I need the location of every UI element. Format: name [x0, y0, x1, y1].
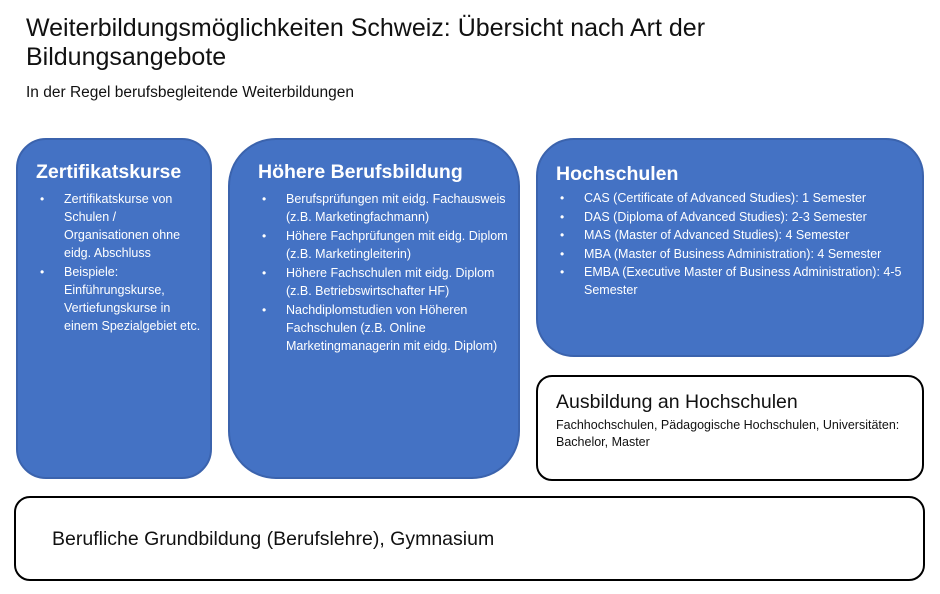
bullet-icon: •	[560, 209, 565, 224]
box-heading: Ausbildung an Hochschulen	[556, 391, 798, 413]
bullet-list	[556, 190, 914, 299]
list-item-text: EMBA (Executive Master of Business Administration): 4-5 Semester	[584, 265, 902, 297]
box-zertifikatskurse	[16, 138, 212, 479]
bullet-icon: •	[262, 266, 267, 280]
list-item-text: Beispiele: Einführungskurse, Vertiefungskurse in einem Spezialgebiet etc.	[64, 265, 201, 333]
page-subtitle: In der Regel berufsbegleitende Weiterbildungen	[26, 84, 355, 101]
list-item-text: Zertifikatskurse von Schulen / Organisationen ohne eidg. Abschluss	[64, 192, 181, 260]
list-item-text: Nachdiplomstudien von Höheren Fachschulen (z.B. Online Marketingmanagerin mit eidg. Diplom)	[286, 303, 498, 353]
box-heading: Höhere Berufsbildung	[258, 161, 463, 183]
box-hoehere-berufsbildung	[228, 138, 520, 479]
bullet-icon: •	[262, 229, 267, 243]
page-title: Weiterbildungsmöglichkeiten Schweiz: Übersicht nach Art der Bildungsangebote	[26, 14, 706, 71]
list-item	[556, 209, 914, 227]
list-item-text: Berufsprüfungen mit eidg. Fachausweis (z.B. Marketingfachmann)	[286, 192, 506, 224]
list-item	[556, 264, 914, 299]
list-item	[556, 246, 914, 264]
bullet-icon: •	[40, 265, 45, 279]
box-berufliche-grundbildung	[14, 496, 925, 581]
list-item	[36, 263, 202, 335]
list-item	[258, 227, 510, 263]
bullet-icon: •	[560, 191, 565, 205]
box-text: Berufliche Grundbildung (Berufslehre), Gymnasium	[52, 528, 495, 550]
bullet-list	[258, 190, 510, 355]
bullet-icon: •	[560, 265, 565, 279]
list-item-text: Höhere Fachschulen mit eidg. Diplom (z.B. Betriebswirtschafter HF)	[286, 266, 495, 298]
list-item	[258, 301, 510, 355]
bullet-icon: •	[262, 303, 267, 317]
bullet-icon: •	[262, 192, 267, 206]
list-item	[258, 190, 510, 226]
box-heading: Hochschulen	[556, 163, 679, 185]
list-item-text: CAS (Certificate of Advanced Studies): 1 Semester	[584, 191, 867, 205]
bullet-icon: •	[560, 228, 565, 242]
box-ausbildung-an-hochschulen	[536, 375, 924, 481]
box-text: Fachhochschulen, Pädagogische Hochschulen, Universitäten: Bachelor, Master	[556, 418, 900, 449]
list-item	[258, 264, 510, 300]
list-item-text: MBA (Master of Business Administration): 4 Semester	[584, 246, 882, 261]
box-heading: Zertifikatskurse	[36, 161, 182, 183]
list-item	[556, 227, 914, 245]
box-hochschulen	[536, 138, 924, 357]
list-item-text: DAS (Diploma of Advanced Studies): 2-3 Semester	[584, 209, 867, 224]
list-item-text: Höhere Fachprüfungen mit eidg. Diplom (z.B. Marketingleiterin)	[286, 229, 508, 261]
bullet-icon: •	[560, 246, 565, 261]
bullet-icon: •	[40, 192, 45, 206]
list-item-text: MAS (Master of Advanced Studies): 4 Semester	[584, 228, 850, 242]
list-item	[556, 190, 914, 208]
bullet-list	[36, 190, 202, 335]
list-item	[36, 190, 202, 262]
